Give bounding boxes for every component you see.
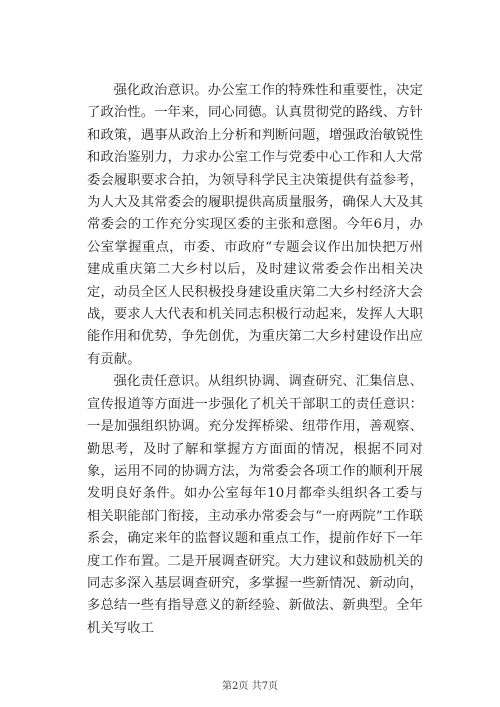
page-footer: 第2页 共7页 <box>222 681 278 692</box>
paragraph-responsibility-awareness: 强化责任意识。从组织协调、调查研究、汇集信息、宣传报道等方面进一步强化了机关干部职工的责任意识：一是加强组织协调。充分发挥桥梁、纽带作用，善观察、勤思考，及时了解和掌握方方面面的情况，根据不同对象，运用不同的协调方法，为常委会各项工作的顺利开展发明良好条件。如办公室每年10月都牵头组织各工委与相关职能部门衔接，主动承办常委会与“一府两院”工作联系会，确定来年的监督议题和重点工作，提前作好下一年度工作布置。二是开展调查研究。大力建议和鼓励机关的同志多深入基层调查研究，多掌握一些新情况、新动向，多总结一些有指导意义的新经验、新做法、新典型。全年机关写收工 <box>87 374 423 636</box>
document-body <box>87 80 423 640</box>
paragraph-political-awareness: 强化政治意识。办公室工作的特殊性和重要性，决定了政治性。一年来，同心同德。认真贯彻党的路线、方针和政策，遇事从政治上分析和判断问题，增强政治敏锐性和政治鉴别力，力求办公室工作与党委中心工作和人大常委会履职要求合拍，为领导科学民主决策提供有益参考，为人大及其常委会的履职提供高质量服务，确保人大及其常委会的工作充分实现区委的主张和意图。今年6月，办公室掌握重点，市委、市政府“专题会议作出加快把万州建成重庆第二大乡村以后，及时建议常委会作出相关决定，动员全区人民积极投身建设重庆第二大乡村经济大会战，要求人大代表和机关同志积极行动起来，发挥人大职能作用和优势，争先创优，为重庆第二大乡村建设作出应有贡献。 <box>87 83 423 367</box>
